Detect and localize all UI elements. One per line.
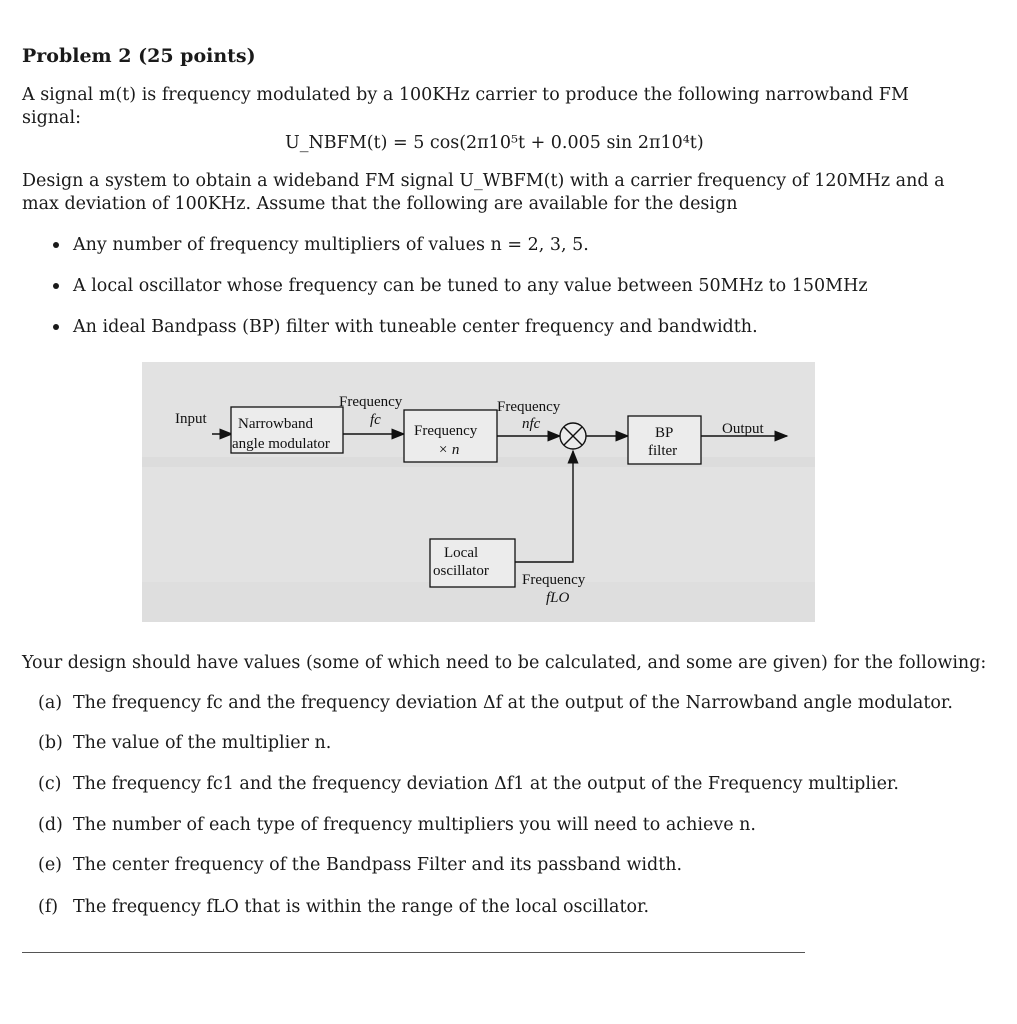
question-label: (a) bbox=[38, 693, 63, 713]
output-label: Output bbox=[722, 421, 764, 437]
freq-nfc-symbol: nfc bbox=[522, 416, 541, 432]
bottom-divider bbox=[22, 952, 805, 953]
bp-label-2: filter bbox=[648, 443, 678, 459]
nbfm-equation: U_NBFM(t) = 5 cos(2π10⁵t + 0.005 sin 2π10⁴t) bbox=[285, 133, 704, 153]
question-b: The value of the multiplier n. bbox=[73, 733, 332, 753]
intro-line-1: A signal m(t) is frequency modulated by a 100KHz carrier to produce the following narrowband FM bbox=[22, 85, 909, 105]
lo-label-1: Local bbox=[444, 545, 479, 561]
bullet-local-oscillator: A local oscillator whose frequency can be tuned to any value between 50MHz to 150MHz bbox=[73, 276, 868, 296]
question-e: The center frequency of the Bandpass Filter and its passband width. bbox=[73, 855, 683, 875]
question-label: (e) bbox=[38, 855, 63, 875]
freq-fc-label: Frequency bbox=[339, 394, 403, 410]
design-line-1: Design a system to obtain a wideband FM signal U_WBFM(t) with a carrier frequency of 120MHz and a bbox=[22, 171, 945, 191]
question-label: (c) bbox=[38, 774, 62, 794]
intro-line-2: signal: bbox=[22, 108, 81, 128]
lo-label-2: oscillator bbox=[433, 563, 489, 579]
nb-modulator-label-1: Narrowband bbox=[238, 416, 313, 432]
question-label: (b) bbox=[38, 733, 63, 753]
bp-label-1: BP bbox=[655, 425, 674, 441]
multiplier-label-2: × n bbox=[438, 442, 460, 458]
block-diagram-photo bbox=[142, 362, 815, 622]
question-f: The frequency fLO that is within the range of the local oscillator. bbox=[73, 897, 650, 917]
question-label: (d) bbox=[38, 815, 63, 835]
bullet-bp-filter: An ideal Bandpass (BP) filter with tuneable center frequency and bandwidth. bbox=[73, 317, 758, 337]
block-diagram bbox=[142, 362, 815, 622]
bullet-dot bbox=[53, 324, 59, 330]
bullet-multipliers: Any number of frequency multipliers of values n = 2, 3, 5. bbox=[73, 235, 589, 255]
bullet-dot bbox=[53, 283, 59, 289]
question-d: The number of each type of frequency multipliers you will need to achieve n. bbox=[73, 815, 756, 835]
freq-flo-label: Frequency bbox=[522, 572, 586, 588]
freq-nfc-label: Frequency bbox=[497, 399, 561, 415]
problem-title: Problem 2 (25 points) bbox=[22, 45, 256, 67]
question-label: (f) bbox=[38, 897, 59, 917]
freq-fc-symbol: fc bbox=[370, 412, 381, 428]
input-label: Input bbox=[175, 411, 207, 427]
bullet-dot bbox=[53, 242, 59, 248]
questions-intro: Your design should have values (some of which need to be calculated, and some are given) for the following: bbox=[22, 653, 987, 673]
multiplier-label-1: Frequency bbox=[414, 423, 478, 439]
question-a: The frequency fc and the frequency deviation Δf at the output of the Narrowband angle modulator. bbox=[73, 693, 953, 713]
freq-flo-symbol: fLO bbox=[546, 590, 570, 606]
nb-modulator-label-2: angle modulator bbox=[232, 436, 330, 452]
question-c: The frequency fc1 and the frequency deviation Δf1 at the output of the Frequency multiplier. bbox=[73, 774, 899, 794]
design-line-2: max deviation of 100KHz. Assume that the following are available for the design bbox=[22, 194, 738, 214]
